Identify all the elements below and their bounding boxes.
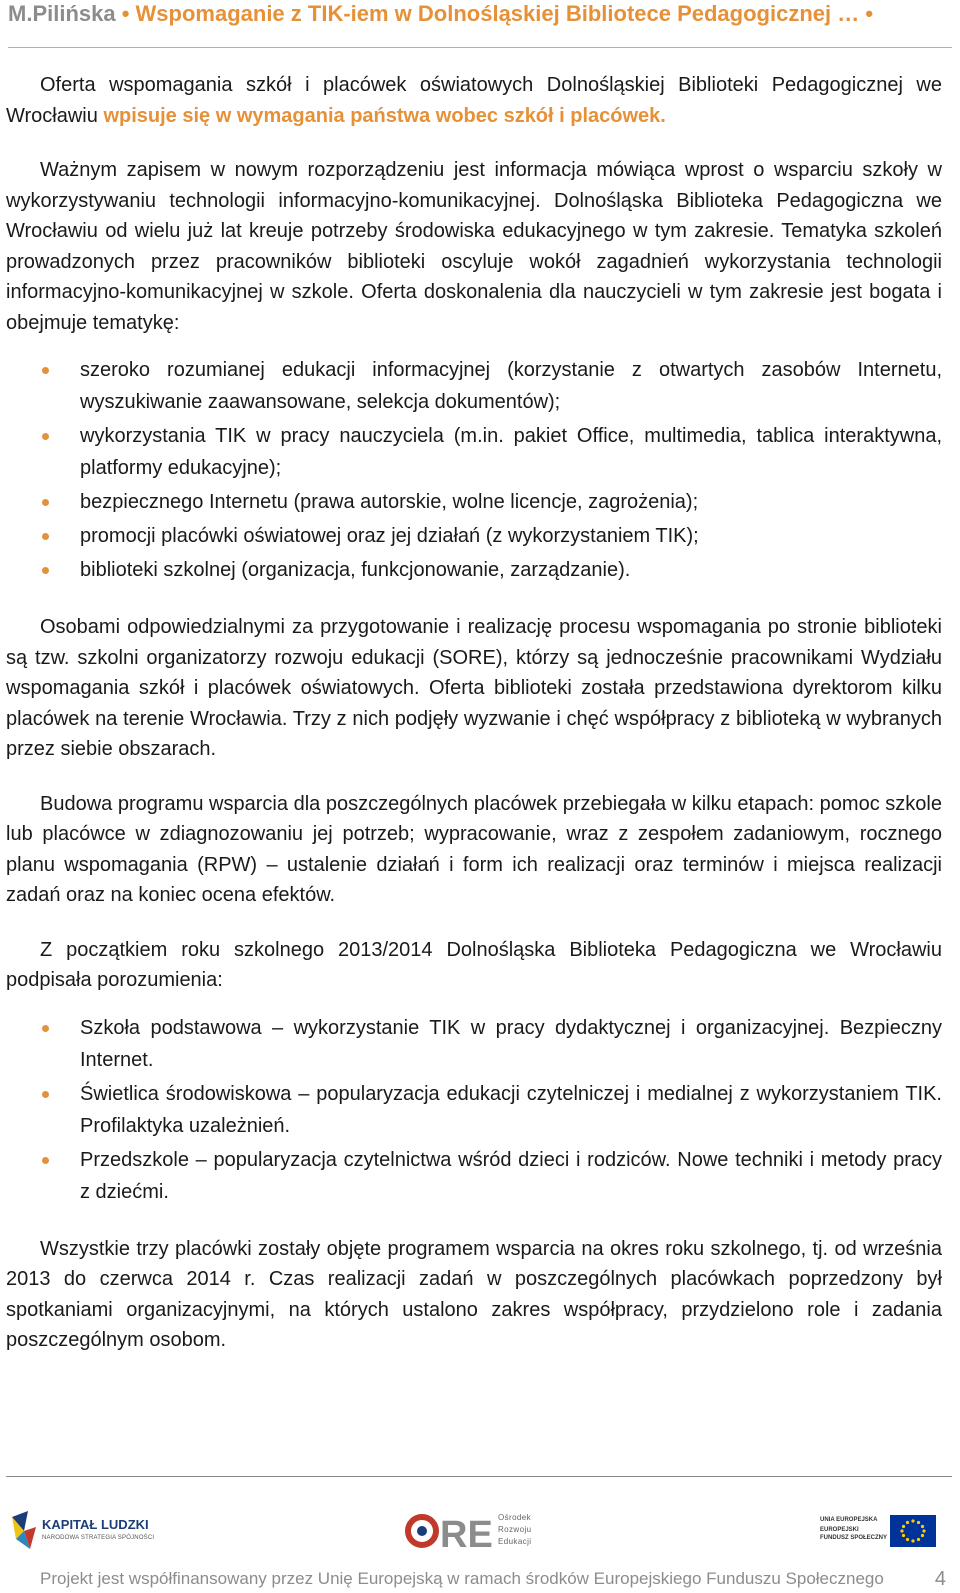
eu-flag-icon [890, 1515, 936, 1547]
footer-logos [0, 1505, 960, 1565]
header-divider [8, 47, 952, 48]
list-item: bezpiecznego Internetu (prawa autorskie, wolne licencje, zagrożenia); [80, 486, 942, 518]
header-author: M.Pilińska [8, 1, 116, 26]
footer-funding-note: Projekt jest współfinansowany przez Unię Europejską w ramach środków Europejskiego Funduszu Społecznego [40, 1569, 884, 1588]
header-separator: • [115, 1, 136, 26]
kapital-ludzki-icon [10, 1509, 38, 1555]
kapital-ludzki-subtitle: NARODOWA STRATEGIA SPÓJNOŚCI [42, 1535, 155, 1541]
list-item: promocji placówki oświatowej oraz jej działań (z wykorzystaniem TIK); [80, 520, 942, 552]
document-body [6, 70, 942, 1380]
paragraph-sore: Osobami odpowiedzialnymi za przygotowanie i realizację procesu wspomagania po stronie biblioteki są tzw. szkolni organizatorzy rozwoju edukacji (SORE), którzy są jednocześnie pracownikami Wydziału wspomagania szkół i placówek oświatowych. Oferta biblioteki została przedstawiona dyrektorom kilku placówek na terenie Wrocławia. Trzy z nich podjęły wyzwanie i chęć współpracy z biblioteką w wybranych przez siebie obszarach. [6, 616, 942, 760]
ore-line-2: Rozwoju [498, 1525, 532, 1534]
ore-logo [404, 1505, 554, 1561]
paragraph-program: Budowa programu wsparcia dla poszczególnych placówek przebiegała w kilku etapach: pomoc szkole lub placówce w zdiagnozowaniu jej potrzeb; wypracowanie, wraz z zespołem zadaniowym, rocznego planu wspomagania (RPW) – ustalenie działań i form ich realizacji oraz terminów i miejsca realizacji zadań oraz na koniec ocena efektów. [6, 792, 942, 906]
header-title: Wspomaganie z TIK-iem w Dolnośląskiej Bibliotece Pedagogicznej … [135, 1, 860, 26]
paragraph-agreements: Z początkiem roku szkolnego 2013/2014 Dolnośląska Biblioteka Pedagogiczna we Wrocławiu podpisała porozumienia: [6, 938, 942, 991]
intro-highlight: wpisuje się w wymagania państwa wobec szkół i placówek. [103, 104, 666, 127]
list-item: szeroko rozumianej edukacji informacyjnej (korzystanie z otwartych zasobów Internetu, wyszukiwanie zaawansowane, selekcja dokumentów); [80, 354, 942, 418]
ore-letters-icon [404, 1511, 496, 1555]
list-item: wykorzystania TIK w pracy nauczyciela (m.in. pakiet Office, multimedia, tablica interaktywna, platformy edukacyjne); [80, 420, 942, 484]
kapital-ludzki-logo [10, 1509, 170, 1555]
paragraph-regulation: Ważnym zapisem w nowym rozporządzeniu jest informacja mówiąca wprost o wsparciu szkoły w wykorzystywaniu technologii informacyjno-komunikacyjnej. Dolnośląska Biblioteka Pedagogiczna we Wrocławiu od wielu już lat kreuje potrzeby środowiska edukacyjnego w tym zakresie. Tematyka szkoleń prowadzonych przez pracowników biblioteki oscyluje wokół zagadnień wykorzystania technologii informacyjno-komunikacyjnej w szkole. Oferta doskonalenia dla nauczycieli w tym zakresie jest bogata i obejmuje tematykę: [6, 159, 942, 334]
kapital-ludzki-name: KAPITAŁ LUDZKI [42, 1517, 149, 1532]
list-item: biblioteki szkolnej (organizacja, funkcjonowanie, zarządzanie). [80, 554, 942, 586]
paragraph-intro [6, 70, 942, 131]
header-trailing-bullet: • [859, 1, 874, 26]
ore-line-1: Ośrodek [498, 1513, 532, 1522]
list-item: Świetlica środowiskowa – popularyzacja edukacji czytelniczej i medialnej z wykorzystaniem TIK. Profilaktyka uzależnień. [80, 1078, 942, 1142]
eu-line-3: FUNDUSZ SPOŁECZNY [820, 1535, 888, 1541]
footer-divider [6, 1476, 952, 1477]
intro-text: Oferta wspomagania szkół i placówek oświatowych Dolnośląskiej Biblioteki Pedagogicznej we Wrocławiu [6, 74, 942, 127]
list-item: Szkoła podstawowa – wykorzystanie TIK w pracy dydaktycznej i organizacyjnej. Bezpieczny Internet. [80, 1012, 942, 1076]
topics-list [6, 354, 942, 586]
paragraph-summary: Wszystkie trzy placówki zostały objęte programem wsparcia na okres roku szkolnego, tj. od września 2013 do czerwca 2014 r. Czas realizacji zadań w poszczególnych placówkach poprzedzony był spotkaniami organizacyjnymi, na których ustalono zakres współpracy, przydzielono role i zadania poszczególnym osobom. [6, 1237, 942, 1351]
svg-text:RE: RE [440, 1514, 493, 1555]
ore-line-3: Edukacji [498, 1537, 532, 1546]
list-item: Przedszkole – popularyzacja czytelnictwa wśród dzieci i rodziców. Nowe techniki i metody pracy z dziećmi. [80, 1144, 942, 1208]
eu-line-1: UNIA EUROPEJSKA [820, 1517, 878, 1523]
page-number: 4 [934, 1568, 946, 1590]
eu-line-2: EUROPEJSKI [820, 1527, 859, 1533]
running-header [8, 0, 952, 28]
agreements-list [6, 1012, 942, 1208]
eu-logo [820, 1509, 940, 1557]
